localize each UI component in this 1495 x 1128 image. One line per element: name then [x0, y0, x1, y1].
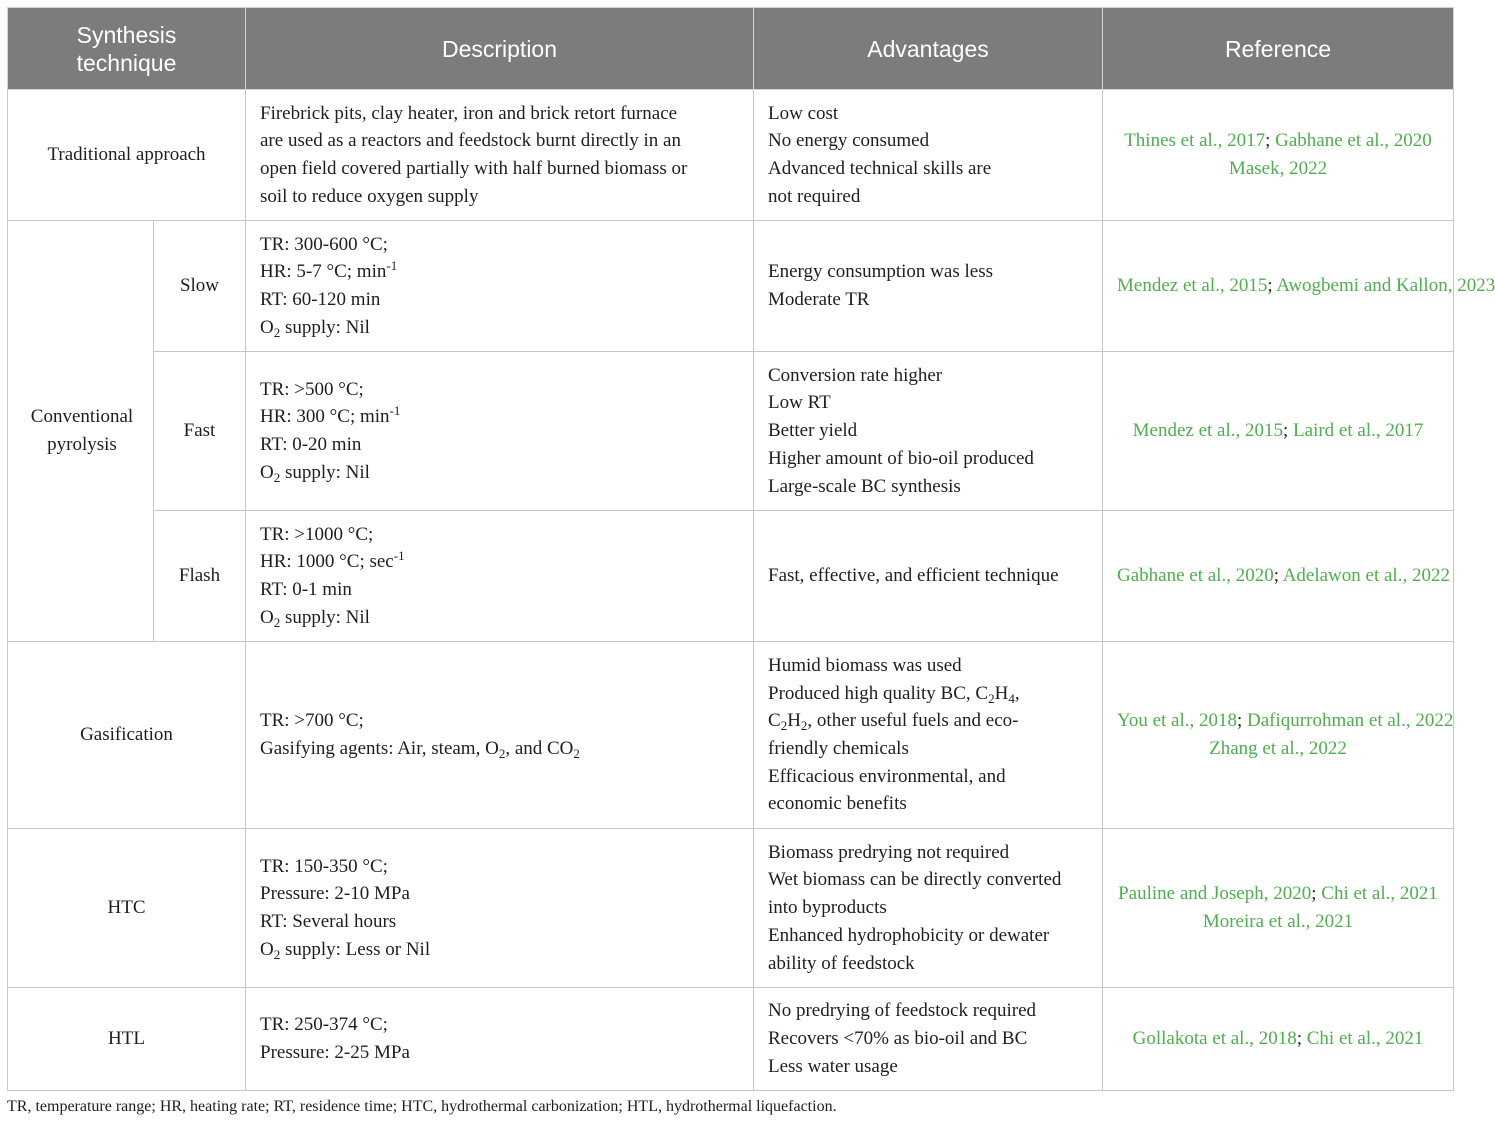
table-row-traditional — [8, 90, 1454, 221]
reference-link[interactable]: Gabhane et al., 2020 — [1275, 130, 1432, 152]
table-row-htl — [8, 988, 1454, 1091]
reference-link[interactable]: Gabhane et al., 2020 — [1117, 565, 1274, 587]
description-cell: TR: >1000 °C; HR: 1000 °C; $\sec^{-1}$ RT: 0-1 min $O_2$ supply: Nil — [246, 511, 754, 642]
technique-cell: HTL — [8, 988, 246, 1091]
technique-cell: Traditional approach — [8, 90, 246, 221]
header-row — [8, 8, 1454, 90]
header-reference: Reference — [1103, 8, 1454, 90]
reference-link[interactable]: Chi et al., 2021 — [1321, 883, 1438, 905]
reference-link[interactable]: Zhang et al., 2022 — [1209, 738, 1347, 759]
reference-link[interactable]: Moreira et al., 2021 — [1202, 911, 1354, 932]
technique-cell: HTC — [8, 829, 246, 988]
description-cell: TR: 250-374 °C; Pressure: 2-25 MPa — [246, 988, 754, 1091]
reference-link[interactable]: Gollakota et al., 2018 — [1132, 1028, 1297, 1050]
header-technique: Synthesis technique — [8, 8, 246, 90]
advantages-cell: Energy consumption was less Moderate TR — [754, 221, 1103, 352]
advantages-cell: Conversion rate higher Low RT Better yield Higher amount of bio-oil produced Large-scale BC synthesis — [754, 352, 1103, 511]
reference-link[interactable]: You et al., 2018 — [1117, 710, 1237, 732]
reference-cell: Mendez et al., 2015; Awogbemi and Kallon, 2023 — [1103, 221, 1454, 352]
table-row-flash — [8, 511, 1454, 642]
synthesis-techniques-table — [7, 7, 1495, 1091]
table-row-fast — [8, 352, 1454, 511]
header-description: Description — [246, 8, 754, 90]
reference-link[interactable]: Laird et al., 2017 — [1293, 420, 1424, 442]
advantages-cell: Fast, effective, and efficient technique — [754, 511, 1103, 642]
technique-cell: Conventional pyrolysis — [8, 221, 154, 642]
advantages-cell: Humid biomass was used Produced high quality BC, $C_2H_4$, $C_2H_2$, other useful fuels and eco- friendly chemicals Efficacious environmental, and economic benefits — [754, 642, 1103, 829]
table-footnote: TR, temperature range; HR, heating rate; RT, residence time; HTC, hydrothermal carbonization; HTL, hydrothermal liquefaction. — [7, 1098, 837, 1115]
description-cell: TR: 150-350 °C; Pressure: 2-10 MPa RT: Several hours $O_2$ supply: Less or Nil — [246, 829, 754, 988]
reference-link[interactable]: Mendez et al., 2015 — [1117, 275, 1268, 297]
advantages-cell: No predrying of feedstock required Recovers <70% as bio-oil and BC Less water usage — [754, 988, 1103, 1091]
reference-link[interactable]: Adelawon et al., 2022 — [1282, 565, 1450, 587]
subtype-cell: Flash — [154, 511, 246, 642]
reference-cell: Gollakota et al., 2018; Chi et al., 2021 — [1103, 988, 1454, 1091]
advantages-cell: Low cost No energy consumed Advanced technical skills are not required — [754, 90, 1103, 221]
table-row-slow — [8, 221, 1454, 352]
reference-link[interactable]: Pauline and Joseph, 2020 — [1118, 883, 1312, 905]
description-cell: Firebrick pits, clay heater, iron and brick retort furnace are used as a reactors and feedstock burnt directly in an open field covered partially with half burned biomass or soil to reduce oxygen supply — [246, 90, 754, 221]
table-row-htc — [8, 829, 1454, 988]
reference-link[interactable]: Masek, 2022 — [1228, 158, 1328, 179]
reference-cell: Mendez et al., 2015; Laird et al., 2017 — [1103, 352, 1454, 511]
technique-cell: Gasification — [8, 642, 246, 829]
reference-cell: Gabhane et al., 2020; Adelawon et al., 2022 — [1103, 511, 1454, 642]
description-cell: TR: >700 °C; Gasifying agents: Air, steam, $O_2$, and $CO_2$ — [246, 642, 754, 829]
header-advantages: Advantages — [754, 8, 1103, 90]
table-row-gasification — [8, 642, 1454, 829]
reference-link[interactable]: Thines et al., 2017 — [1124, 130, 1266, 152]
reference-link[interactable]: Mendez et al., 2015 — [1132, 420, 1283, 442]
subtype-cell: Slow — [154, 221, 246, 352]
reference-cell: Pauline and Joseph, 2020; Chi et al., 2021 Moreira et al., 2021 — [1103, 829, 1454, 988]
reference-cell: You et al., 2018; Dafiqurrohman et al., 2022 Zhang et al., 2022 — [1103, 642, 1454, 829]
reference-link[interactable]: Dafiqurrohman et al., 2022 — [1247, 710, 1454, 732]
reference-link[interactable]: Awogbemi and Kallon, 2023 — [1276, 275, 1495, 297]
reference-link[interactable]: Chi et al., 2021 — [1306, 1028, 1424, 1050]
subtype-cell: Fast — [154, 352, 246, 511]
advantages-cell: Biomass predrying not required Wet biomass can be directly converted into byproducts Enhanced hydrophobicity or dewater ability of feedstock — [754, 829, 1103, 988]
description-cell: TR: >500 °C; HR: 300 °C; $\min^{-1}$ RT: 0-20 min $O_2$ supply: Nil — [246, 352, 754, 511]
synthesis-table-container — [7, 7, 1495, 1091]
reference-cell: Thines et al., 2017; Gabhane et al., 2020 Masek, 2022 — [1103, 90, 1454, 221]
description-cell: TR: 300-600 °C; HR: 5-7 °C; $\min^{-1}$ RT: 60-120 min $O_2$ supply: Nil — [246, 221, 754, 352]
